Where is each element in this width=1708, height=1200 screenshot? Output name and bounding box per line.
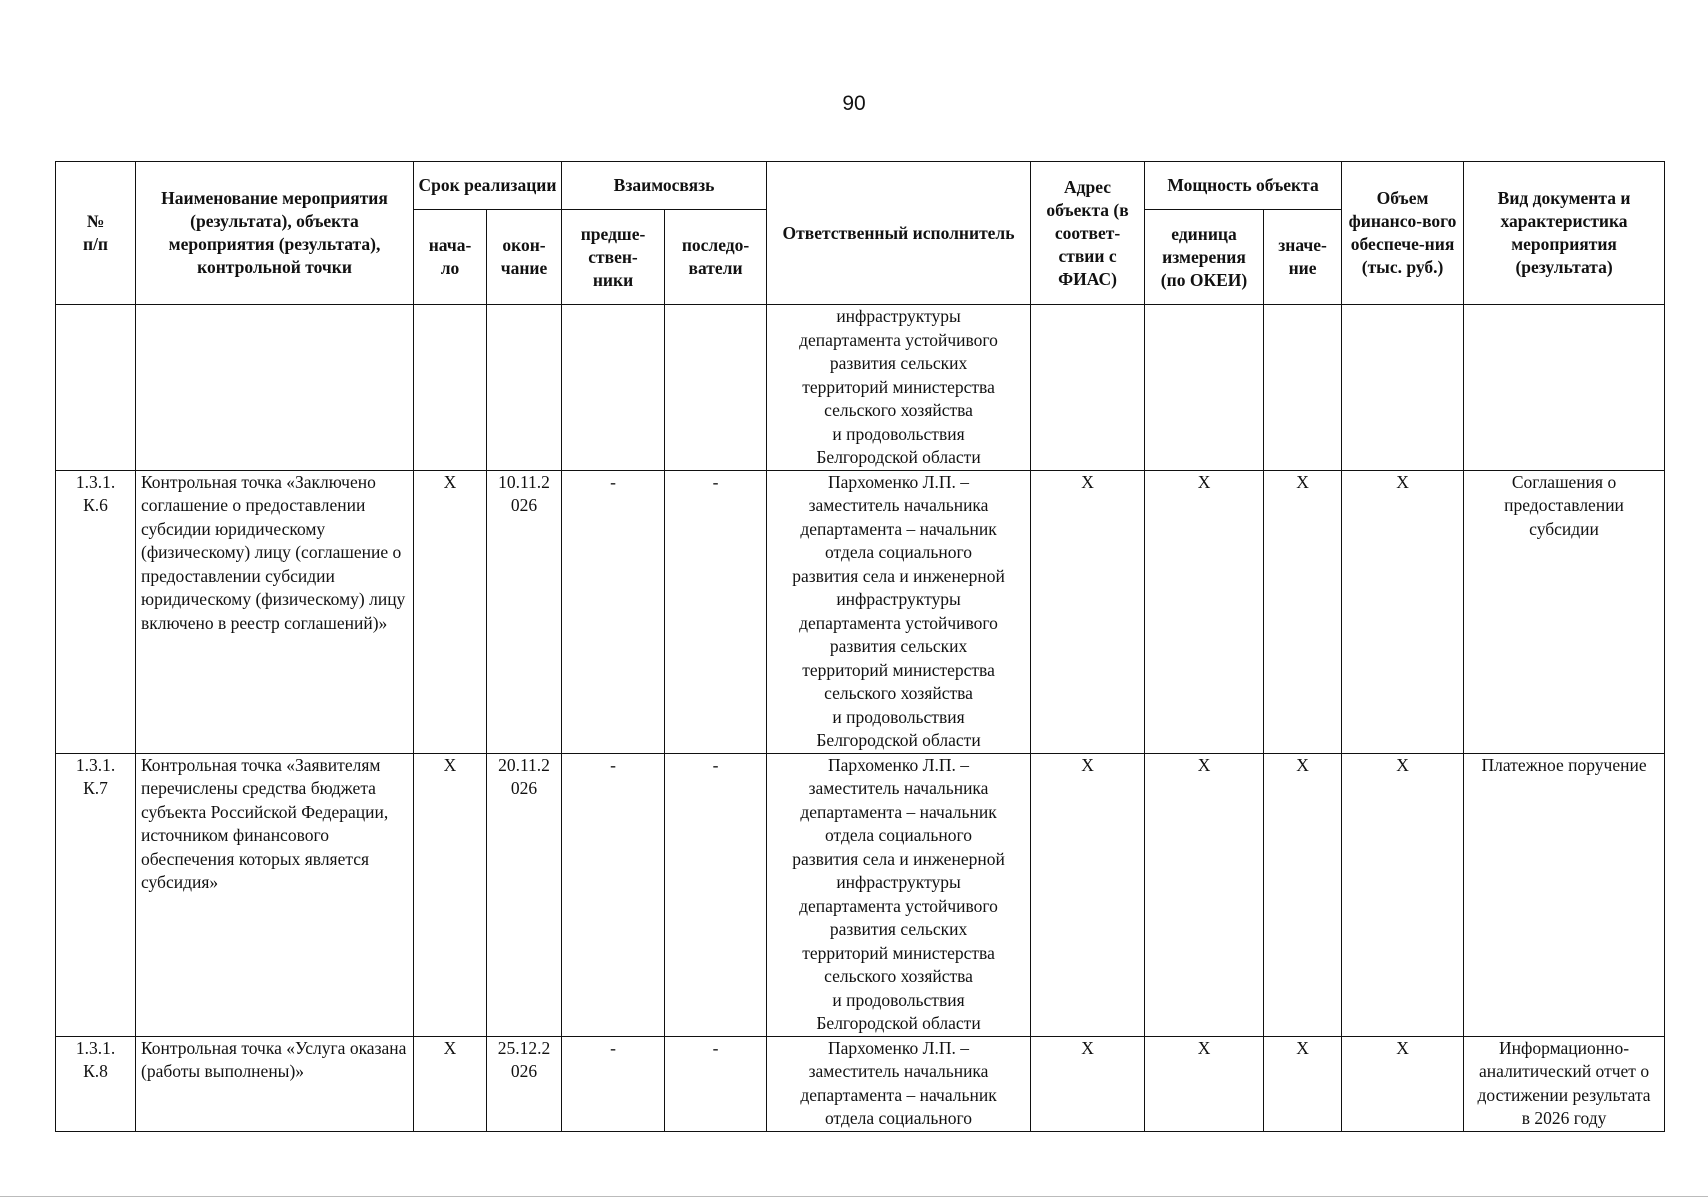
header-number: № п/п [56, 162, 136, 305]
cell-empty [487, 305, 562, 471]
cell-start: Х [414, 753, 487, 1036]
header-term: Срок реализации [414, 162, 562, 210]
cell-empty [562, 305, 665, 471]
cell-value: Х [1264, 753, 1342, 1036]
cell-finance: Х [1342, 1036, 1464, 1131]
cell-predecessors: - [562, 1036, 665, 1131]
cell-unit: Х [1145, 753, 1264, 1036]
header-doc-type: Вид документа и характеристика мероприятия (результата) [1464, 162, 1665, 305]
cell-doc-type: Информационно- аналитический отчет о достижении результата в 2026 году [1464, 1036, 1665, 1131]
cell-empty [1264, 305, 1342, 471]
cell-name: Контрольная точка «Заключено соглашение о предоставлении субсидии юридическому (физическому) лицу (соглашение о предоставлении субсидии юридическому (физическому) лицу включено в реестр соглашений)» [136, 470, 414, 753]
header-executor: Ответственный исполнитель [767, 162, 1031, 305]
table-row [56, 470, 1665, 753]
header-address: Адрес объекта (в соответ-ствии с ФИАС) [1031, 162, 1145, 305]
cell-empty [1145, 305, 1264, 471]
cell-number: 1.3.1. К.8 [56, 1036, 136, 1131]
cell-successors: - [665, 753, 767, 1036]
cell-executor: Пархоменко Л.П. – заместитель начальника департамента – начальник отдела социального развития села и инженерной инфраструктуры департамента устойчивого развития сельских территорий министерства сельского хозяйства и продовольствия Белгородской области [767, 470, 1031, 753]
header-term-end: окон- чание [487, 210, 562, 305]
control-points-table [55, 161, 1665, 1132]
table-row-continuation [56, 305, 1665, 471]
cell-finance: Х [1342, 470, 1464, 753]
header-successors: последо- ватели [665, 210, 767, 305]
cell-end: 20.11.2 026 [487, 753, 562, 1036]
header-value: значе- ние [1264, 210, 1342, 305]
scan-edge-divider [0, 1196, 1708, 1197]
cell-value: Х [1264, 1036, 1342, 1131]
cell-name: Контрольная точка «Услуга оказана (работы выполнены)» [136, 1036, 414, 1131]
cell-address: Х [1031, 470, 1145, 753]
cell-successors: - [665, 1036, 767, 1131]
header-finance: Объем финансо-вого обеспече-ния (тыс. руб.) [1342, 162, 1464, 305]
table-row [56, 1036, 1665, 1131]
cell-doc-type: Соглашения о предоставлении субсидии [1464, 470, 1665, 753]
table-row [56, 753, 1665, 1036]
cell-executor: инфраструктуры департамента устойчивого развития сельских территорий министерства сельского хозяйства и продовольствия Белгородской области [767, 305, 1031, 471]
cell-address: Х [1031, 1036, 1145, 1131]
cell-start: Х [414, 1036, 487, 1131]
cell-successors: - [665, 470, 767, 753]
cell-empty [1464, 305, 1665, 471]
cell-end: 25.12.2 026 [487, 1036, 562, 1131]
cell-unit: Х [1145, 1036, 1264, 1131]
cell-value: Х [1264, 470, 1342, 753]
cell-empty [56, 305, 136, 471]
header-unit: единица измерения (по ОКЕИ) [1145, 210, 1264, 305]
cell-empty [665, 305, 767, 471]
cell-predecessors: - [562, 470, 665, 753]
header-term-start: нача- ло [414, 210, 487, 305]
cell-predecessors: - [562, 753, 665, 1036]
cell-end: 10.11.2 026 [487, 470, 562, 753]
cell-address: Х [1031, 753, 1145, 1036]
page-number: 90 [842, 92, 866, 115]
cell-finance: Х [1342, 753, 1464, 1036]
cell-number: 1.3.1. К.6 [56, 470, 136, 753]
header-name: Наименование мероприятия (результата), объекта мероприятия (результата), контрольной точки [136, 162, 414, 305]
header-relation: Взаимосвязь [562, 162, 767, 210]
cell-empty [414, 305, 487, 471]
cell-executor: Пархоменко Л.П. – заместитель начальника департамента – начальник отдела социального [767, 1036, 1031, 1131]
cell-start: Х [414, 470, 487, 753]
cell-empty [1342, 305, 1464, 471]
cell-name: Контрольная точка «Заявителям перечислены средства бюджета субъекта Российской Федерации, источником финансового обеспечения которых является субсидия» [136, 753, 414, 1036]
cell-executor: Пархоменко Л.П. – заместитель начальника департамента – начальник отдела социального развития села и инженерной инфраструктуры департамента устойчивого развития сельских территорий министерства сельского хозяйства и продовольствия Белгородской области [767, 753, 1031, 1036]
cell-empty [136, 305, 414, 471]
header-predecessors: предше- ствен- ники [562, 210, 665, 305]
header-capacity: Мощность объекта [1145, 162, 1342, 210]
cell-number: 1.3.1. К.7 [56, 753, 136, 1036]
cell-doc-type: Платежное поручение [1464, 753, 1665, 1036]
cell-empty [1031, 305, 1145, 471]
cell-unit: Х [1145, 470, 1264, 753]
